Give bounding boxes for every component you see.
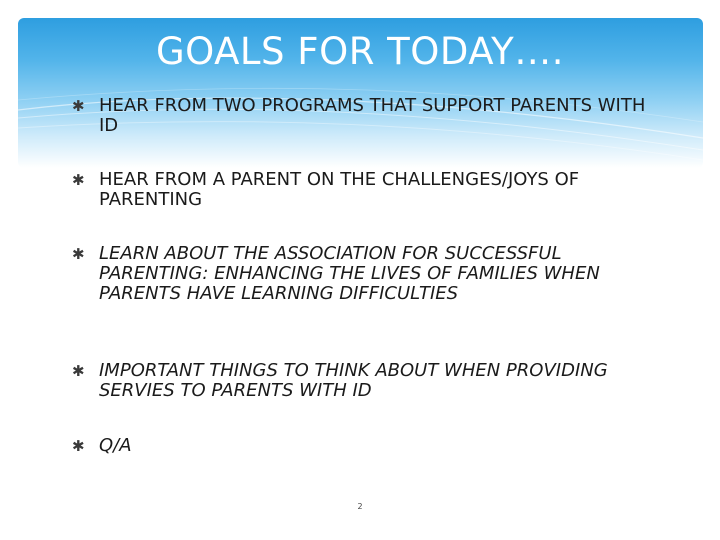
bullet-item [72, 170, 652, 210]
asterisk-bullet-icon: ✱ [72, 171, 85, 189]
bullet-text: IMPORTANT THINGS TO THINK ABOUT WHEN PROVIDING SERVIES TO PARENTS WITH ID [99, 360, 608, 401]
asterisk-bullet-icon: ✱ [72, 97, 85, 115]
bullet-item [72, 244, 652, 304]
asterisk-bullet-icon: ✱ [72, 437, 85, 455]
page-number: 2 [357, 502, 363, 511]
bullet-item [72, 361, 652, 401]
asterisk-bullet-icon: ✱ [72, 362, 85, 380]
bullet-text: HEAR FROM TWO PROGRAMS THAT SUPPORT PARENTS WITH ID [99, 95, 646, 136]
bullet-text: Q/A [99, 435, 132, 456]
bullet-item [72, 96, 652, 136]
bullet-text: LEARN ABOUT THE ASSOCIATION FOR SUCCESSFUL PARENTING: ENHANCING THE LIVES OF FAMILIES WHEN PARENTS HAVE LEARNING DIFFICULTIES [99, 243, 600, 304]
bullet-text: HEAR FROM A PARENT ON THE CHALLENGES/JOYS OF PARENTING [99, 169, 580, 210]
bullet-item [72, 436, 652, 456]
slide-title: GOALS FOR TODAY…. [155, 30, 565, 73]
asterisk-bullet-icon: ✱ [72, 245, 85, 263]
